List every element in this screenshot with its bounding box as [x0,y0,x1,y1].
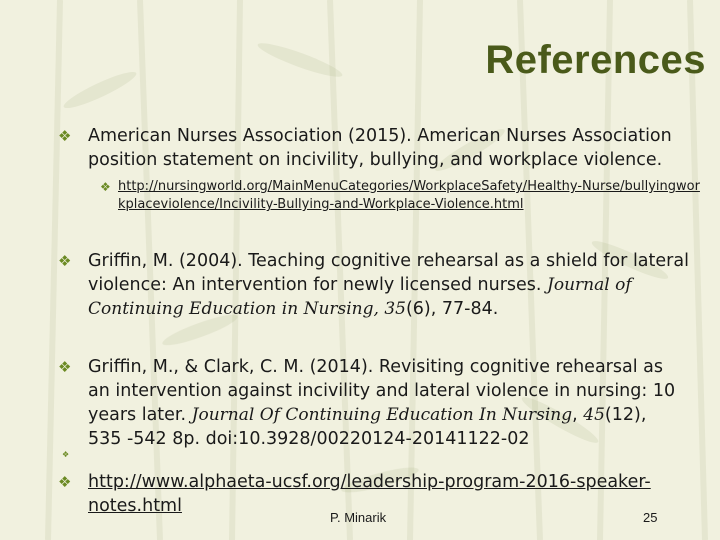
reference-item-1 [58,124,678,172]
bullet-icon: ❖ [58,252,72,270]
reference-sub-item-1 [100,178,700,214]
alphaeta-link[interactable]: http://www.alphaeta-ucsf.org/leadership-program-2016-speaker-notes.html [88,472,651,516]
empty-bullet-icon: ❖ [62,450,70,459]
reference-citation-3: (12), 535 -542 8p. doi:10.3928/00220124-20141122-02 [88,405,647,449]
reference-item-2 [58,249,703,321]
slide-title: References [485,38,706,82]
reference-citation-2: (6), 77-84. [405,299,499,319]
journal-title-3: Journal Of Continuing Education In Nursing [191,405,573,425]
reference-text-2: Griffin, M. (2004). Teaching cognitive rehearsal as a shield for lateral violence: An intervention for newly licensed nurses. [88,251,689,295]
reference-text-1: American Nurses Association (2015). American Nurses Association position statement on incivility, bullying, and workplace violence. [88,126,672,170]
journal-volume-3: 45 [583,405,605,425]
bullet-icon: ❖ [58,127,72,145]
journal-separator-3: , [572,405,584,425]
reference-item-3 [58,355,678,451]
sub-bullet-icon: ❖ [100,180,111,194]
footer-author: P. Minarik [330,510,387,525]
ana-position-link[interactable]: http://nursingworld.org/MainMenuCategories/WorkplaceSafety/Healthy-Nurse/bullyingworkplaceviolence/Incivility-Bullying-and-Workplace-Violence.html [118,179,700,212]
journal-title-2: Journal of Continuing Education in Nursing, 35 [88,275,632,319]
page-number: 25 [643,510,658,525]
bullet-icon: ❖ [58,358,72,376]
reference-text-3: Griffin, M., & Clark, C. M. (2014). Revisiting cognitive rehearsal as an intervention against incivility and lateral violence in nursing: 10 years later. [88,357,676,425]
bullet-icon: ❖ [58,473,72,491]
